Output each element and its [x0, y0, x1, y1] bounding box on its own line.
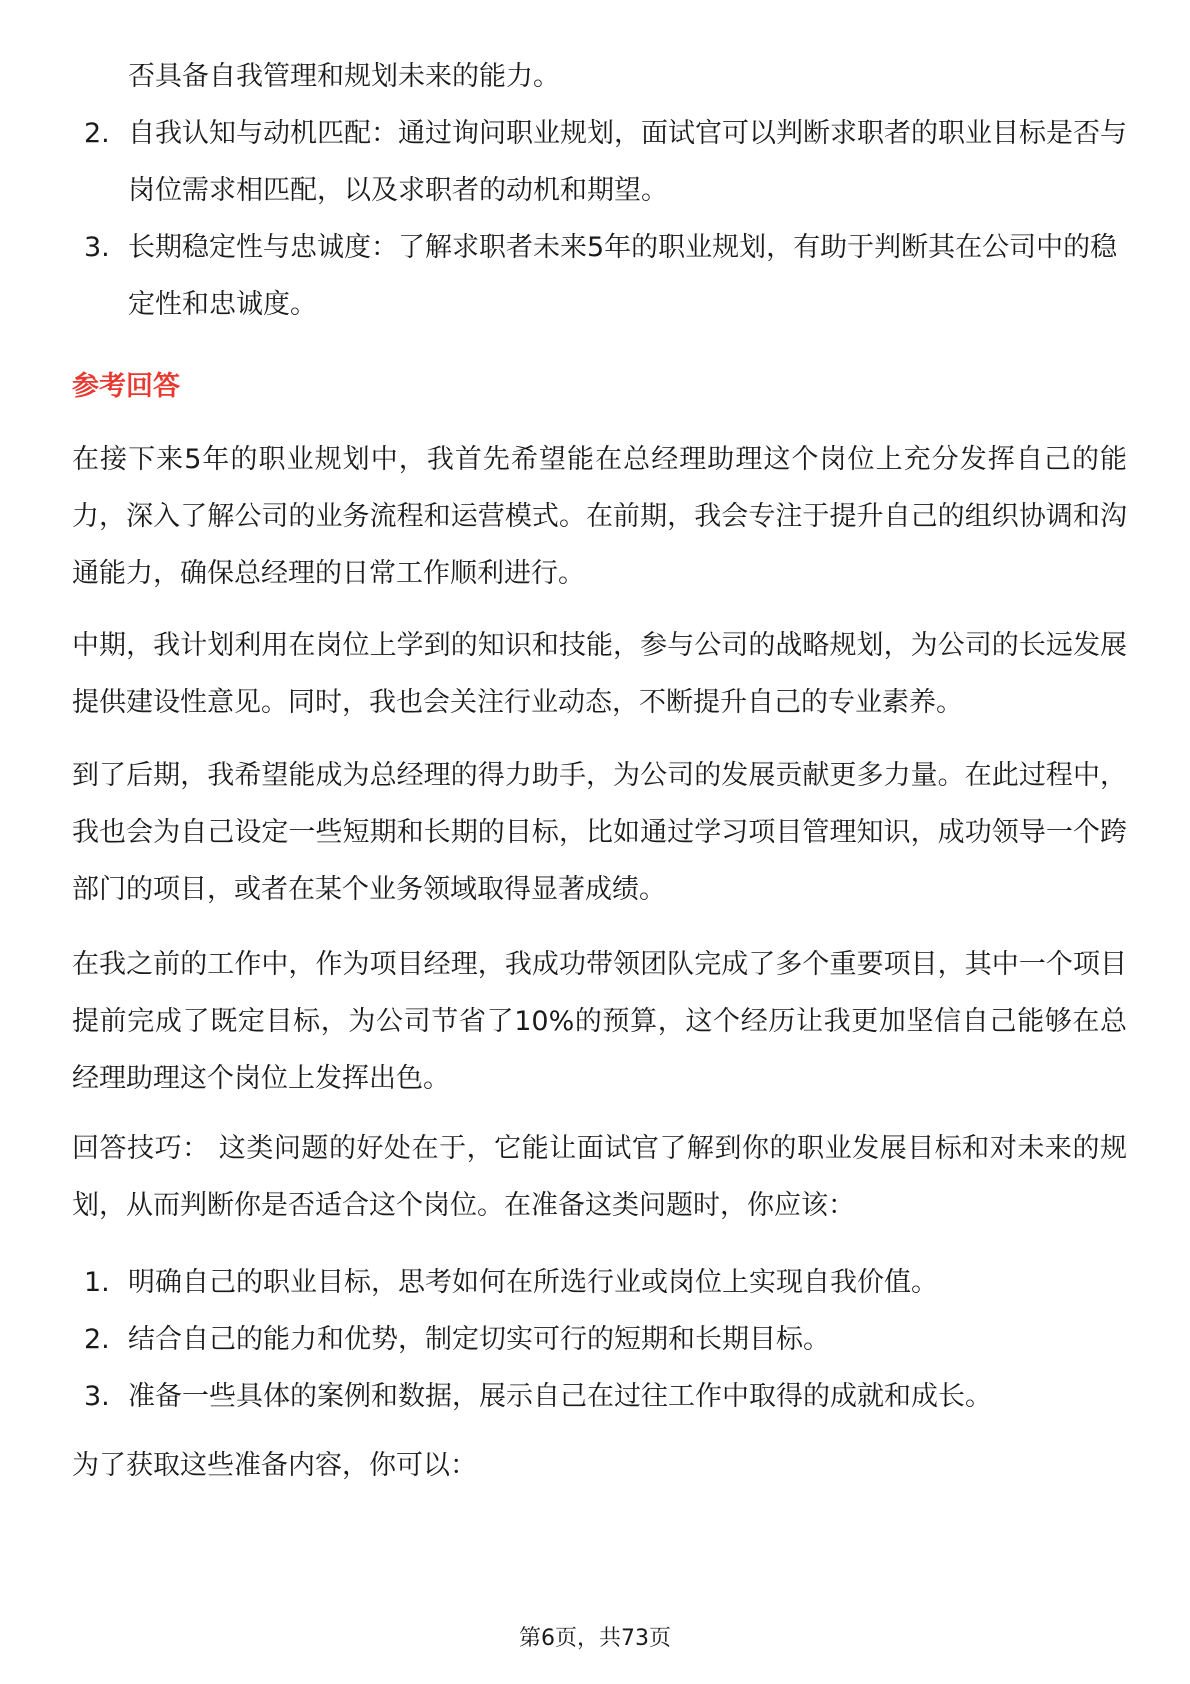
list-number: 3. [84, 1381, 110, 1412]
page-number-footer: 第6页，共73页 [519, 1626, 671, 1651]
list-item-text: 长期稳定性与忠诚度：了解求职者未来5年的职业规划，有助于判断其在公司中的稳定性和忠诚度。 [128, 232, 1118, 320]
list-item-text: 明确自己的职业目标，思考如何在所选行业或岗位上实现自我价值。 [128, 1267, 938, 1298]
answer-paragraph: 在我之前的工作中，作为项目经理，我成功带领团队完成了多个重要项目，其中一个项目提前完成了既定目标，为公司节省了10%的预算，这个经历让我更加坚信自己能够在总经理助理这个岗位上发挥出色。 [72, 949, 1127, 1094]
list-item [72, 1311, 1132, 1368]
answer-paragraph: 到了后期，我希望能成为总经理的得力助手，为公司的发展贡献更多力量。在此过程中，我也会为自己设定一些短期和长期的目标，比如通过学习项目管理知识，成功领导一个跨部门的项目，或者在某个业务领域取得显著成绩。 [72, 760, 1127, 905]
closing-line: 为了获取这些准备内容，你可以： [72, 1450, 477, 1481]
list-item [72, 1254, 1132, 1311]
section-heading: 参考回答 [72, 371, 180, 402]
list-number: 2. [84, 118, 110, 149]
list-item-text: 结合自己的能力和优势，制定切实可行的短期和长期目标。 [128, 1324, 830, 1355]
list-item-text: 准备一些具体的案例和数据，展示自己在过往工作中取得的成就和成长。 [128, 1381, 992, 1412]
tips-paragraph: 回答技巧： 这类问题的好处在于，它能让面试官了解到你的职业发展目标和对未来的规划，从而判断你是否适合这个岗位。在准备这类问题时，你应该： [72, 1133, 1127, 1221]
purpose-list [72, 105, 1132, 333]
list-number: 3. [84, 232, 110, 263]
list-item-text: 自我认知与动机匹配：通过询问职业规划，面试官可以判断求职者的职业目标是否与岗位需求相匹配，以及求职者的动机和期望。 [128, 118, 1127, 206]
tips-list [72, 1254, 1132, 1425]
list-item [72, 219, 1132, 333]
list-item-continuation: 否具备自我管理和规划未来的能力。 [128, 61, 560, 92]
answer-paragraph: 中期，我计划利用在岗位上学到的知识和技能，参与公司的战略规划，为公司的长远发展提供建设性意见。同时，我也会关注行业动态，不断提升自己的专业素养。 [72, 630, 1127, 718]
list-item [72, 1368, 1132, 1425]
list-item [72, 105, 1132, 219]
answer-paragraph: 在接下来5年的职业规划中，我首先希望能在总经理助理这个岗位上充分发挥自己的能力，深入了解公司的业务流程和运营模式。在前期，我会专注于提升自己的组织协调和沟通能力，确保总经理的日常工作顺利进行。 [72, 444, 1127, 589]
list-number: 2. [84, 1324, 110, 1355]
list-number: 1. [84, 1267, 110, 1298]
